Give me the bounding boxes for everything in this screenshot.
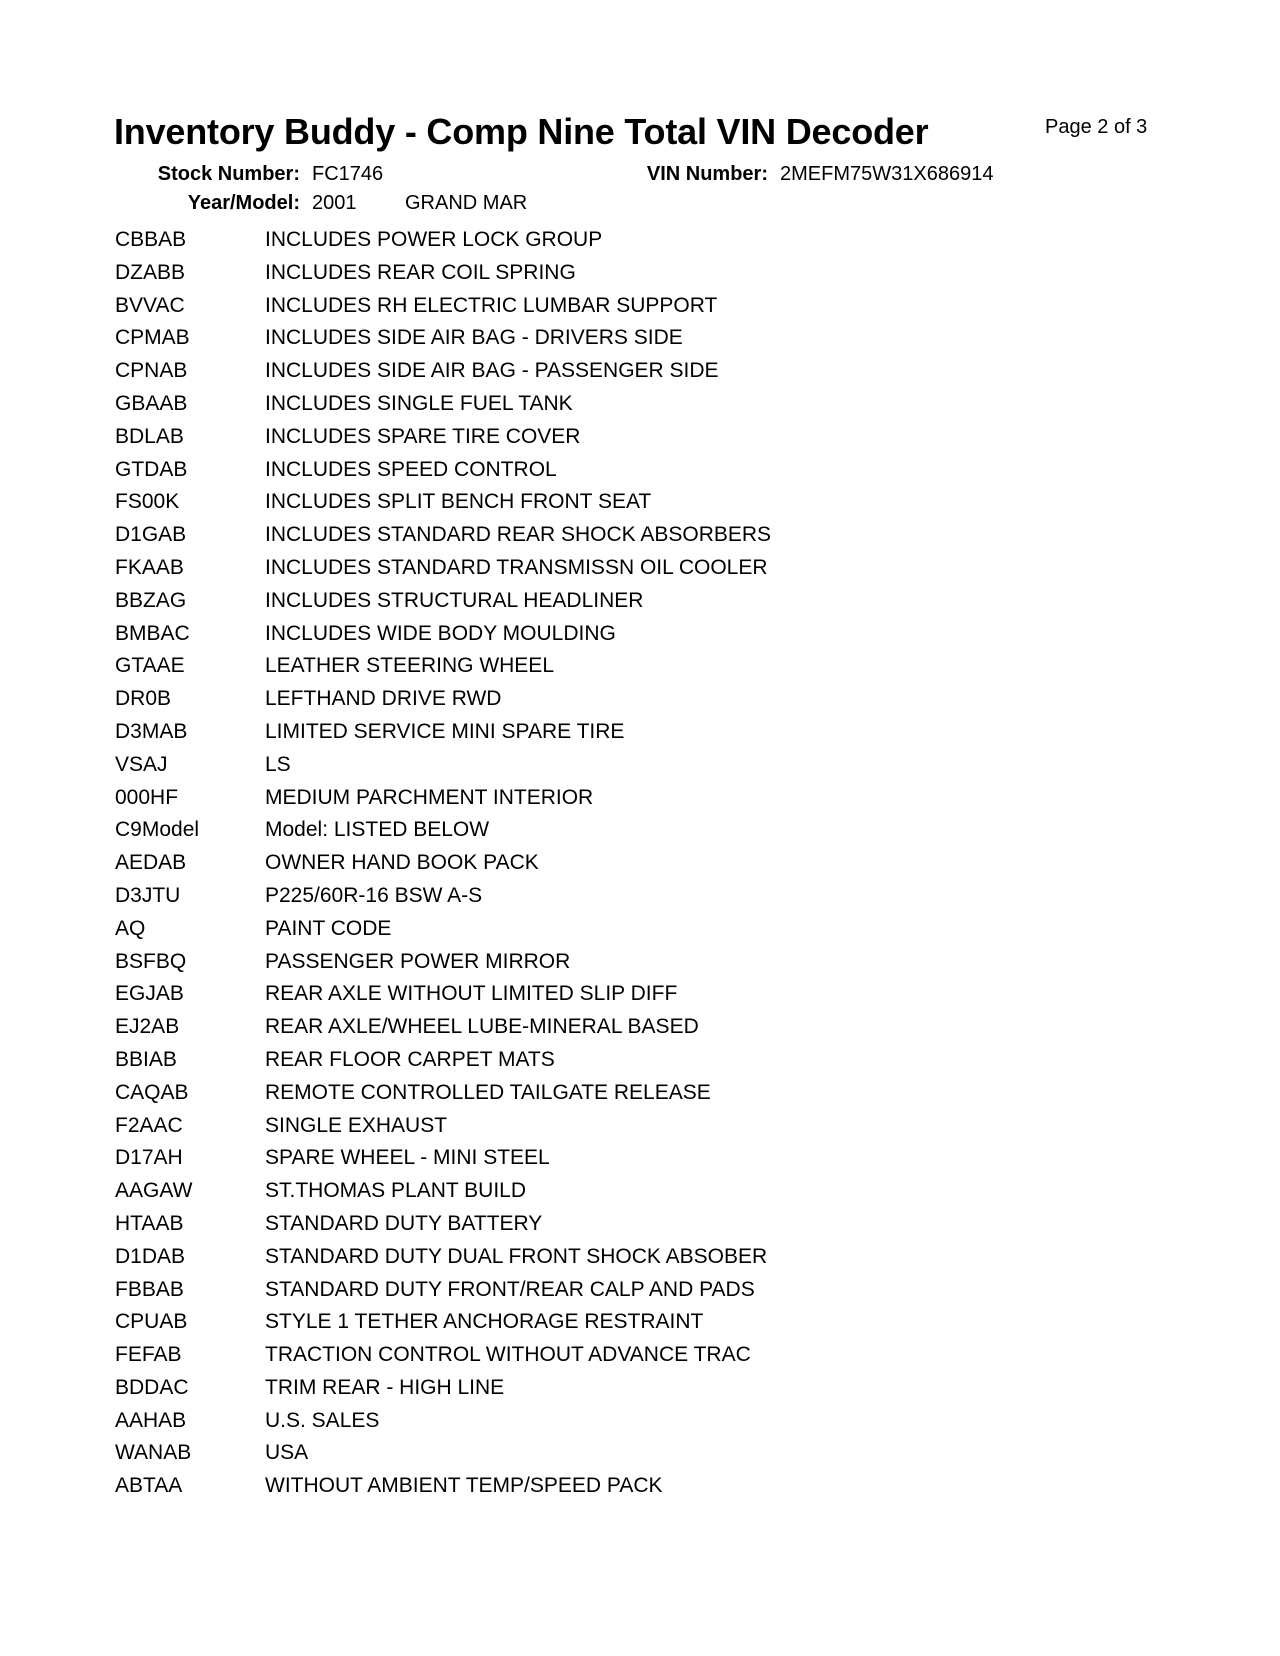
option-description: PAINT CODE (265, 916, 392, 940)
option-description: SINGLE EXHAUST (265, 1113, 448, 1137)
option-description: P225/60R-16 BSW A-S (265, 883, 483, 907)
vin-number-value: 2MEFM75W31X686914 (780, 163, 994, 185)
option-description: INCLUDES WIDE BODY MOULDING (265, 621, 616, 645)
option-code: GTAAE (115, 654, 185, 678)
year-value: 2001 (312, 192, 357, 214)
option-code: WANAB (115, 1441, 192, 1465)
option-description: STANDARD DUTY FRONT/REAR CALP AND PADS (265, 1277, 755, 1301)
option-code: D1DAB (115, 1244, 186, 1268)
option-code: DR0B (115, 687, 172, 711)
option-code: AQ (115, 916, 146, 940)
option-code: BBZAG (115, 588, 187, 612)
option-code: BBIAB (115, 1047, 177, 1071)
option-description: LIMITED SERVICE MINI SPARE TIRE (265, 719, 625, 743)
option-description: LEFTHAND DRIVE RWD (265, 687, 502, 711)
option-description: INCLUDES SIDE AIR BAG - PASSENGER SIDE (265, 359, 719, 383)
option-description: INCLUDES SPARE TIRE COVER (265, 424, 581, 448)
option-code: GTDAB (115, 457, 188, 481)
option-code: BVVAC (115, 293, 185, 317)
option-description: STYLE 1 TETHER ANCHORAGE RESTRAINT (265, 1310, 704, 1334)
option-description: PASSENGER POWER MIRROR (265, 949, 571, 973)
stock-number-value: FC1746 (312, 163, 384, 185)
option-code: BMBAC (115, 621, 190, 645)
option-code: FBBAB (115, 1277, 184, 1301)
option-code: 000HF (115, 785, 179, 809)
option-code: VSAJ (115, 752, 168, 776)
page-indicator: Page 2 of 3 (1045, 116, 1148, 138)
option-description: Model: LISTED BELOW (265, 818, 490, 842)
option-code: D3JTU (115, 883, 181, 907)
option-description: LEATHER STEERING WHEEL (265, 654, 554, 678)
option-code: BSFBQ (115, 949, 187, 973)
option-description: INCLUDES SIDE AIR BAG - DRIVERS SIDE (265, 326, 683, 350)
option-description: REAR FLOOR CARPET MATS (265, 1047, 555, 1071)
option-code: FKAAB (115, 555, 184, 579)
option-code: D17AH (115, 1146, 183, 1170)
option-code: BDDAC (115, 1375, 189, 1399)
option-description: INCLUDES STANDARD REAR SHOCK ABSORBERS (265, 523, 772, 547)
option-description: INCLUDES REAR COIL SPRING (265, 260, 576, 284)
option-code: CBBAB (115, 228, 187, 251)
option-code: GBAAB (115, 391, 188, 415)
option-code: AAGAW (115, 1179, 193, 1203)
vin-number-label: VIN Number: (646, 163, 768, 185)
option-code: HTAAB (115, 1211, 184, 1235)
option-code: CPUAB (115, 1310, 188, 1334)
option-description: LS (265, 752, 291, 776)
option-code: BDLAB (115, 424, 184, 448)
option-code: D1GAB (115, 523, 187, 547)
stock-number-label: Stock Number: (157, 163, 300, 185)
option-description: SPARE WHEEL - MINI STEEL (265, 1146, 550, 1170)
option-code: DZABB (115, 260, 186, 284)
year-model-label: Year/Model: (187, 192, 300, 214)
option-description: INCLUDES POWER LOCK GROUP (265, 228, 603, 251)
option-description: INCLUDES SPEED CONTROL (265, 457, 557, 481)
document-title: Inventory Buddy - Comp Nine Total VIN Decoder (114, 111, 929, 152)
option-code: ABTAA (115, 1474, 183, 1498)
option-description: INCLUDES SPLIT BENCH FRONT SEAT (265, 490, 652, 514)
option-description: ST.THOMAS PLANT BUILD (265, 1179, 527, 1203)
option-code: CAQAB (115, 1080, 189, 1104)
option-description: INCLUDES STRUCTURAL HEADLINER (265, 588, 644, 612)
option-code: EGJAB (115, 982, 184, 1006)
option-description: INCLUDES STANDARD TRANSMISSN OIL COOLER (265, 555, 768, 579)
option-description: TRIM REAR - HIGH LINE (265, 1375, 505, 1399)
option-description: U.S. SALES (265, 1408, 380, 1432)
option-description: STANDARD DUTY DUAL FRONT SHOCK ABSOBER (265, 1244, 768, 1268)
option-code: F2AAC (115, 1113, 183, 1137)
option-description: REAR AXLE/WHEEL LUBE-MINERAL BASED (265, 1015, 699, 1039)
option-code: C9Model (115, 818, 200, 842)
option-code: EJ2AB (115, 1015, 180, 1039)
option-description: REMOTE CONTROLLED TAILGATE RELEASE (265, 1080, 711, 1104)
option-description: INCLUDES RH ELECTRIC LUMBAR SUPPORT (265, 293, 718, 317)
option-description: INCLUDES SINGLE FUEL TANK (265, 391, 573, 415)
option-code: D3MAB (115, 719, 188, 743)
option-description: WITHOUT AMBIENT TEMP/SPEED PACK (265, 1474, 663, 1498)
option-description: REAR AXLE WITHOUT LIMITED SLIP DIFF (265, 982, 678, 1006)
option-code: AAHAB (115, 1408, 187, 1432)
option-code: AEDAB (115, 851, 187, 875)
option-description: TRACTION CONTROL WITHOUT ADVANCE TRAC (265, 1343, 751, 1367)
option-description: MEDIUM PARCHMENT INTERIOR (265, 785, 594, 809)
option-code: FEFAB (115, 1343, 182, 1367)
option-code: FS00K (115, 490, 180, 514)
model-value: GRAND MAR (405, 192, 528, 214)
option-code: CPMAB (115, 326, 190, 350)
option-description: OWNER HAND BOOK PACK (265, 851, 539, 875)
option-description: USA (265, 1441, 309, 1465)
option-code: CPNAB (115, 359, 188, 383)
option-description: STANDARD DUTY BATTERY (265, 1211, 543, 1235)
